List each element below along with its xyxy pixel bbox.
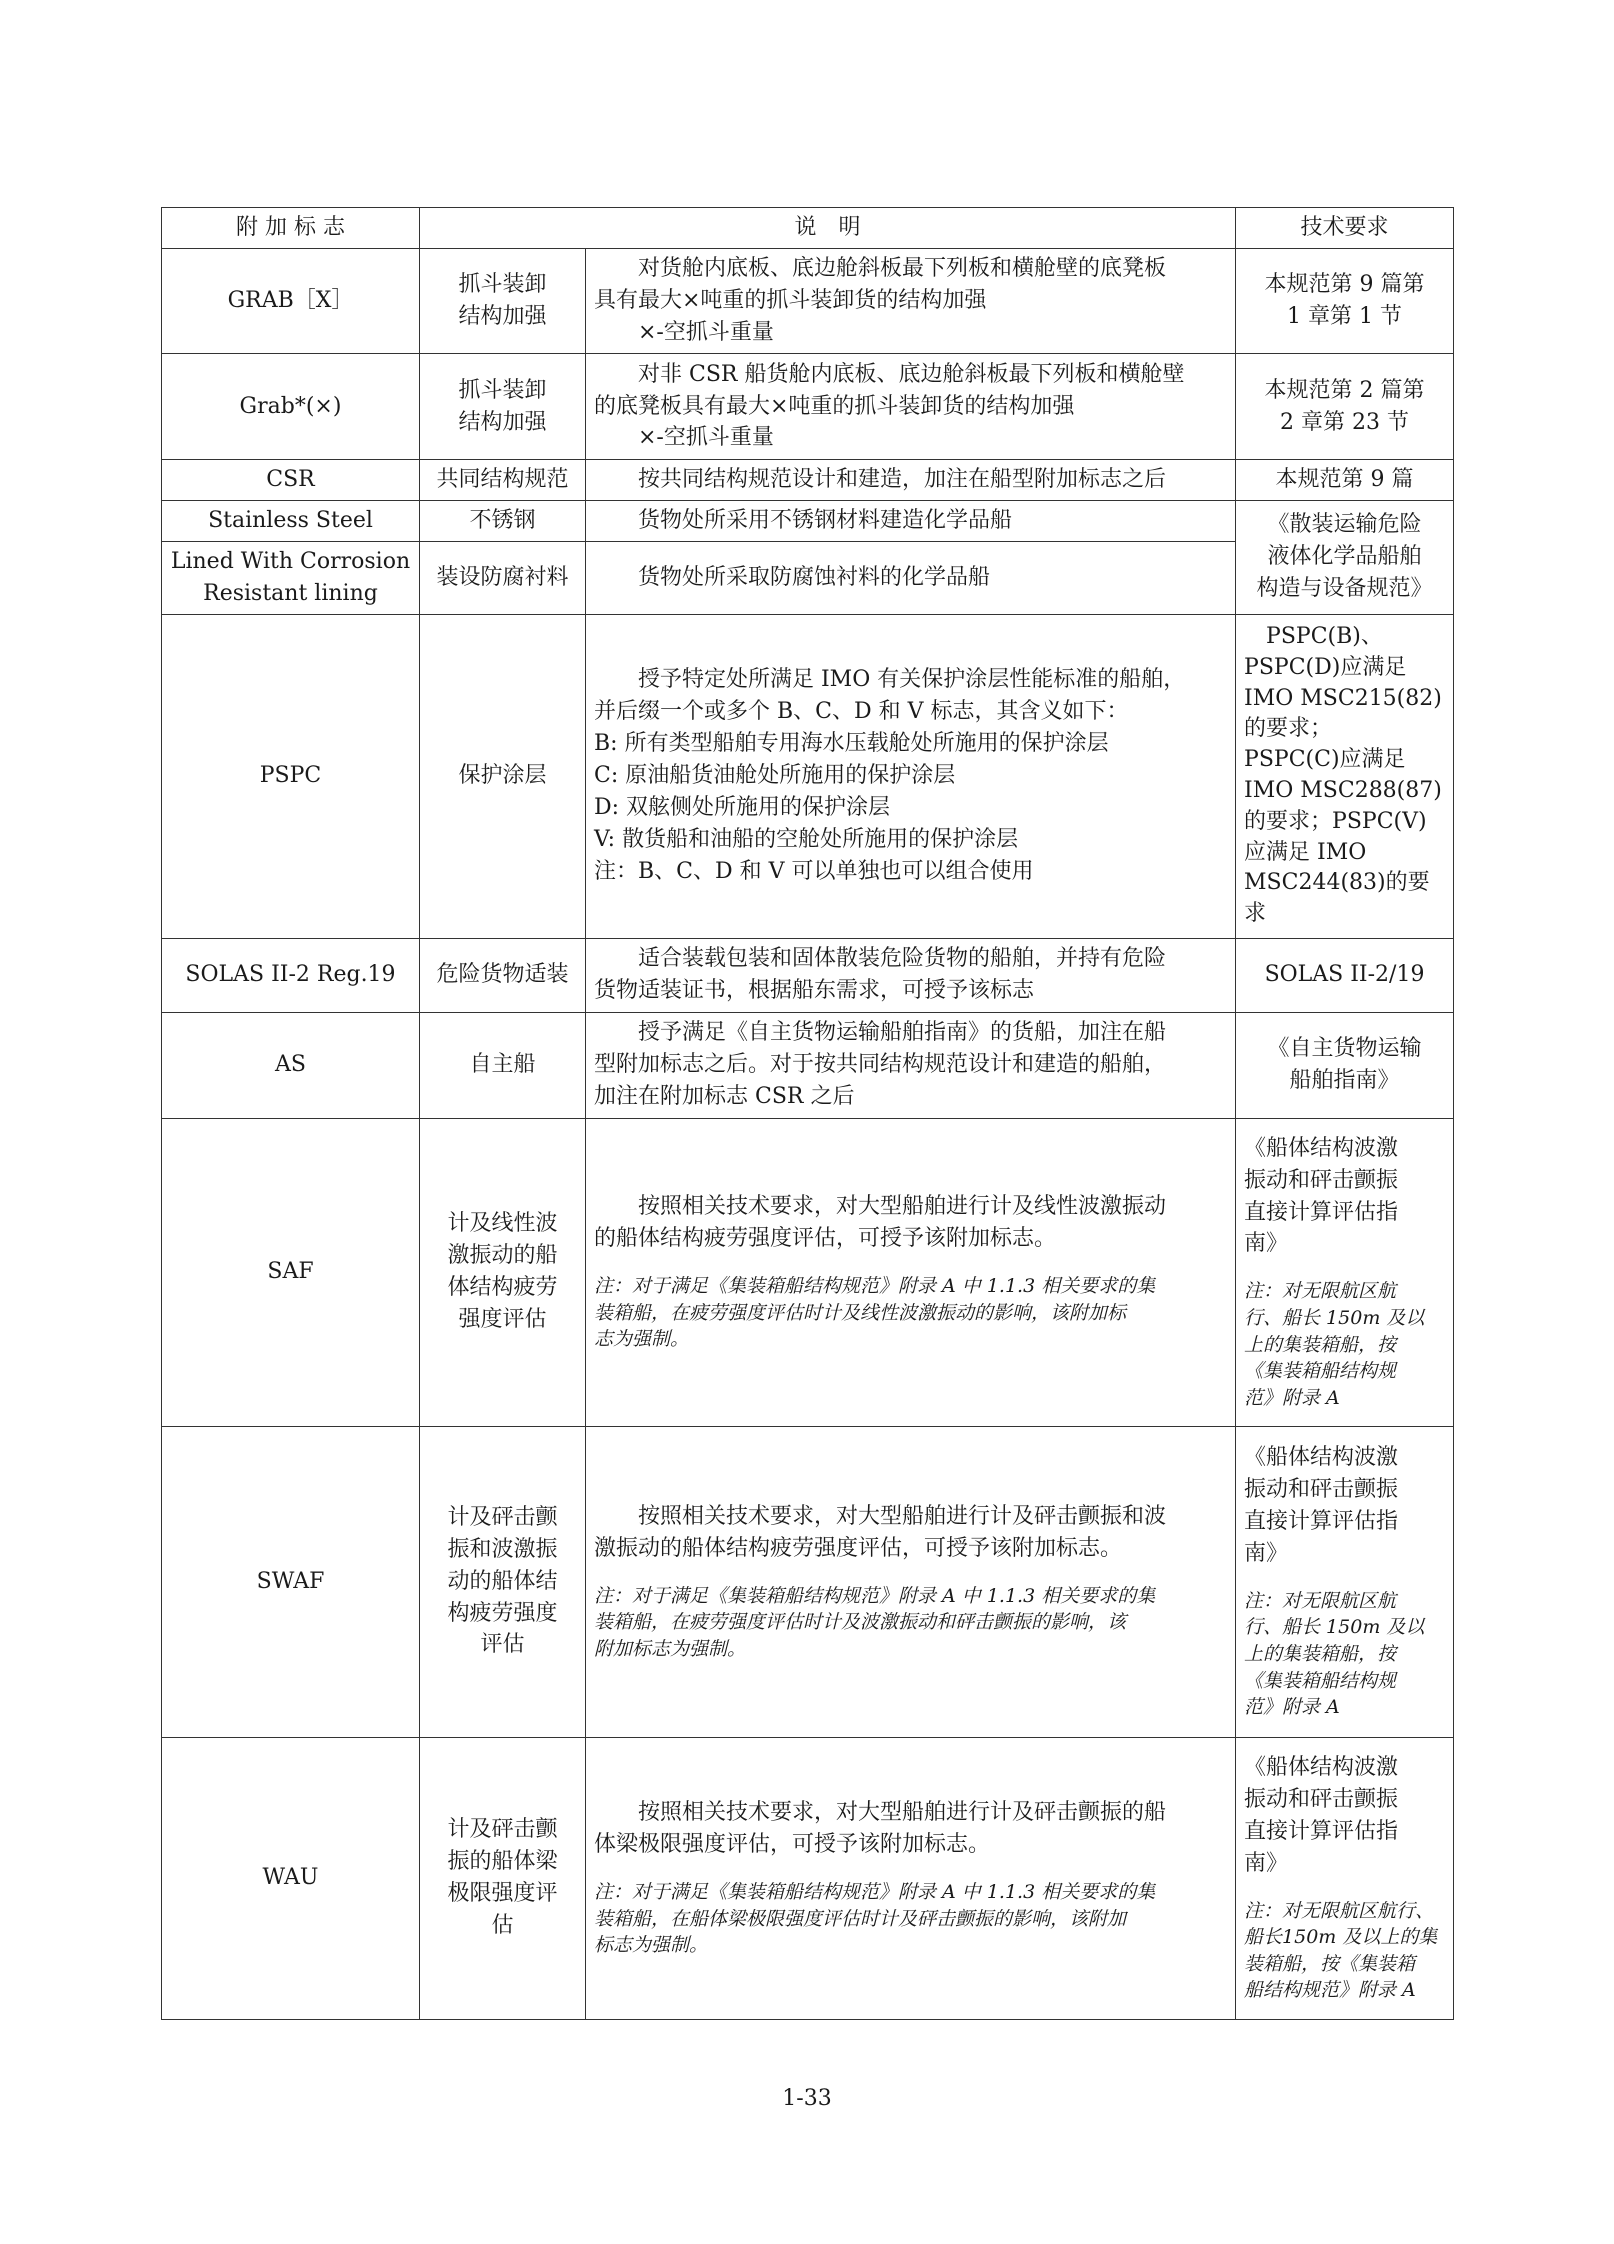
notation-name-line: 振和波激振: [447, 1536, 558, 1562]
requirement-note: [1244, 1898, 1445, 2004]
notation-mark: WAU: [162, 1737, 420, 2019]
note-line: 范》附录 A: [1244, 1696, 1340, 1719]
description-line: 注：B、C、D 和 V 可以单独也可以组合使用: [594, 858, 1034, 884]
description-line: C: 原油船货油舱处所施用的保护涂层: [594, 763, 956, 789]
notation-name: [420, 1118, 586, 1426]
header-notation: 附 加 标 志: [162, 208, 420, 249]
notation-mark: SOLAS II-2 Reg.19: [162, 938, 420, 1012]
notation-name-line: 动的船体结: [447, 1568, 558, 1594]
note-line: 上的集装箱船，按: [1244, 1333, 1397, 1356]
requirement-line: IMO MSC288(87): [1244, 778, 1442, 804]
notation-name: 保护涂层: [420, 614, 586, 938]
notation-mark: Stainless Steel: [162, 500, 420, 541]
notation-description: 货物处所采取防腐蚀衬料的化学品船: [586, 541, 1236, 614]
description-line: 并后缀一个或多个 B、C、D 和 V 标志，其含义如下：: [594, 699, 1129, 725]
technical-requirement: [1236, 354, 1454, 460]
technical-requirement: [1236, 1012, 1454, 1118]
notation-name-line: 计及砰击颤: [447, 1504, 558, 1530]
note-line: 范》附录 A: [1244, 1386, 1340, 1409]
requirement-line: 本规范第 9 篇第: [1264, 272, 1425, 298]
notation-mark-line: Resistant lining: [203, 580, 378, 606]
requirement-line: PSPC(C)应满足: [1244, 747, 1406, 773]
notation-name: 装设防腐衬料: [420, 541, 586, 614]
note-line: 注：对于满足《集装箱船结构规范》附录 A 中 1.1.3 相关要求的集: [594, 1584, 1156, 1607]
description-line: 货物适装证书，根据船东需求，可授予该标志: [594, 978, 1035, 1004]
technical-requirement: SOLAS II-2/19: [1236, 938, 1454, 1012]
description-line: 激振动的船体结构疲劳强度评估，可授予该附加标志。: [594, 1535, 1123, 1561]
requirement-line: 液体化学品船舶: [1267, 544, 1422, 570]
notation-name-line: 评估: [480, 1632, 525, 1658]
notation-name-line: 计及砰击颤: [447, 1817, 558, 1843]
description-line: D: 双舷侧处所施用的保护涂层: [594, 795, 891, 820]
notation-mark: SAF: [162, 1118, 420, 1426]
requirement-note: [1244, 1588, 1445, 1721]
description-line: 的底凳板具有最大×吨重的抓斗装卸货的结构加强: [594, 393, 1075, 419]
table-row: [162, 1012, 1454, 1118]
description-line: 授予特定处所满足 IMO 有关保护涂层性能标准的船舶，: [638, 667, 1186, 693]
description-note: [594, 1879, 1227, 1959]
notation-name: [420, 1426, 586, 1737]
note-line: 上的集装箱船，按: [1244, 1643, 1397, 1666]
notation-description: [586, 1426, 1236, 1737]
technical-requirement: [1236, 614, 1454, 938]
description-line: 体梁极限强度评估，可授予该附加标志。: [594, 1832, 991, 1858]
note-line: 附加标志为强制。: [594, 1637, 747, 1660]
notation-description: [586, 249, 1236, 354]
notation-table: [161, 207, 1454, 2020]
requirement-line: MSC244(83)的要: [1244, 870, 1430, 896]
notation-name-line: 结构加强: [458, 409, 547, 435]
notation-description: [586, 614, 1236, 938]
header-requirements: 技术要求: [1236, 208, 1454, 249]
note-line: 装箱船，在船体梁极限强度评估时计及砰击颤振的影响，该附加: [594, 1907, 1127, 1930]
notation-mark: GRAB［X］: [162, 249, 420, 354]
description-line: 型附加标志之后。对于按共同结构规范设计和建造的船舶，: [594, 1052, 1167, 1078]
requirement-line: 《船体结构波激: [1244, 1755, 1399, 1781]
note-line: 注：对无限航区航: [1244, 1589, 1397, 1612]
note-line: 《集装箱船结构规: [1244, 1360, 1397, 1383]
technical-requirement: 本规范第 9 篇: [1236, 460, 1454, 501]
requirement-line: 构造与设备规范》: [1256, 576, 1433, 602]
notation-name-line: 激振动的船: [447, 1243, 558, 1269]
notation-description: 货物处所采用不锈钢材料建造化学品船: [586, 500, 1236, 541]
page-number: 1-33: [782, 2086, 832, 2111]
notation-name-line: 抓斗装卸: [458, 272, 547, 298]
description-line: 按照相关技术要求，对大型船舶进行计及砰击颤振和波: [638, 1503, 1167, 1529]
description-line: ×-空抓斗重量: [638, 319, 774, 345]
requirement-line: 直接计算评估指: [1244, 1509, 1399, 1535]
requirement-line: 直接计算评估指: [1244, 1818, 1399, 1844]
description-line: 的船体结构疲劳强度评估，可授予该附加标志。: [594, 1226, 1057, 1252]
description-line: 适合装载包装和固体散装危险货物的船舶，并持有危险: [638, 946, 1167, 972]
notation-name-line: 构疲劳强度: [447, 1600, 558, 1626]
note-line: 船结构规范》附录 A: [1244, 1979, 1416, 2002]
notation-name-line: 抓斗装卸: [458, 377, 547, 403]
requirement-line: 船舶指南》: [1289, 1068, 1400, 1094]
requirement-line: 振动和砰击颤振: [1244, 1167, 1399, 1193]
technical-requirement: [1236, 249, 1454, 354]
note-line: 行、船长 150m 及以: [1244, 1306, 1425, 1329]
notation-name-line: 估: [491, 1912, 514, 1938]
notation-mark: AS: [162, 1012, 420, 1118]
requirement-line: 的要求；: [1244, 716, 1333, 742]
notation-name-line: 强度评估: [458, 1306, 547, 1332]
description-line: ×-空抓斗重量: [638, 425, 774, 451]
notation-mark: [162, 541, 420, 614]
description-note: [594, 1583, 1227, 1663]
description-line: 具有最大×吨重的抓斗装卸货的结构加强: [594, 288, 987, 314]
requirement-line: 本规范第 2 篇第: [1264, 377, 1425, 403]
description-line: 加注在附加标志 CSR 之后: [594, 1084, 855, 1109]
note-line: 装箱船，在疲劳强度评估时计及波激振动和砰击颤振的影响，该: [594, 1611, 1127, 1634]
technical-requirement: [1236, 1426, 1454, 1737]
requirement-line: 2 章第 23 节: [1280, 409, 1409, 435]
header-description: 说 明: [420, 208, 1236, 249]
notation-name: 不锈钢: [420, 500, 586, 541]
description-line: 按照相关技术要求，对大型船舶进行计及线性波激振动: [638, 1194, 1167, 1220]
description-line: 按照相关技术要求，对大型船舶进行计及砰击颤振的船: [638, 1800, 1167, 1826]
table-row: [162, 500, 1454, 541]
requirement-line: 的要求；PSPC(V): [1244, 808, 1427, 834]
table-row: [162, 354, 1454, 460]
description-line: 对非 CSR 船货舱内底板、底边舱斜板最下列板和横舱壁: [638, 361, 1185, 387]
requirement-line: PSPC(D)应满足: [1244, 654, 1407, 680]
technical-requirement: [1236, 1737, 1454, 2019]
note-line: 船长150m 及以上的集: [1244, 1926, 1438, 1949]
technical-requirement: [1236, 1118, 1454, 1426]
requirement-line: 南》: [1244, 1850, 1289, 1876]
note-line: 注：对于满足《集装箱船结构规范》附录 A 中 1.1.3 相关要求的集: [594, 1275, 1156, 1298]
notation-mark: CSR: [162, 460, 420, 501]
table-header-row: [162, 208, 1454, 249]
table-row: [162, 1426, 1454, 1737]
notation-description: 按共同结构规范设计和建造，加注在船型附加标志之后: [586, 460, 1236, 501]
note-line: 装箱船，按《集装箱: [1244, 1952, 1416, 1975]
notation-name: [420, 249, 586, 354]
requirement-line: 1 章第 1 节: [1287, 304, 1402, 329]
note-line: 《集装箱船结构规: [1244, 1669, 1397, 1692]
notation-description: [586, 1118, 1236, 1426]
requirement-line: 南》: [1244, 1231, 1289, 1257]
description-note: [594, 1273, 1227, 1353]
table-row: [162, 614, 1454, 938]
description-line: 对货舱内底板、底边舱斜板最下列板和横舱壁的底凳板: [638, 256, 1167, 282]
notation-name: [420, 354, 586, 460]
table-row: [162, 460, 1454, 501]
requirement-line: 《船体结构波激: [1244, 1135, 1399, 1161]
requirement-line: 振动和砰击颤振: [1244, 1786, 1399, 1812]
notation-mark-line: Lined With Corrosion: [170, 548, 411, 574]
note-line: 志为强制。: [594, 1328, 690, 1351]
note-line: 标志为强制。: [594, 1934, 709, 1957]
requirement-line: PSPC(B)、: [1266, 624, 1383, 650]
notation-name-line: 计及线性波: [447, 1211, 558, 1237]
requirement-line: 应满足 IMO: [1244, 839, 1367, 865]
notation-name-line: 极限强度评: [447, 1881, 558, 1907]
note-line: 注：对于满足《集装箱船结构规范》附录 A 中 1.1.3 相关要求的集: [594, 1881, 1156, 1904]
notation-name-line: 体结构疲劳: [447, 1275, 558, 1301]
requirement-line: 《散装运输危险: [1267, 512, 1422, 538]
requirement-line: 振动和砰击颤振: [1244, 1477, 1399, 1503]
notation-name: 自主船: [420, 1012, 586, 1118]
notation-name: 共同结构规范: [420, 460, 586, 501]
notation-mark: PSPC: [162, 614, 420, 938]
notation-name-line: 振的船体梁: [447, 1849, 558, 1875]
note-line: 注：对无限航区航: [1244, 1280, 1397, 1303]
table-row: [162, 938, 1454, 1012]
notation-description: [586, 1737, 1236, 2019]
note-line: 装箱船，在疲劳强度评估时计及线性波激振动的影响，该附加标: [594, 1301, 1127, 1324]
requirement-note: [1244, 1278, 1445, 1411]
notation-description: [586, 1012, 1236, 1118]
table-row: [162, 1737, 1454, 2019]
notation-mark: Grab*(×): [162, 354, 420, 460]
requirement-line: 直接计算评估指: [1244, 1199, 1399, 1225]
description-line: 授予满足《自主货物运输船舶指南》的货船，加注在船: [638, 1020, 1167, 1046]
notation-name: [420, 1737, 586, 2019]
requirement-line: 求: [1244, 901, 1267, 927]
requirement-line: 南》: [1244, 1540, 1289, 1566]
requirement-line: IMO MSC215(82): [1244, 685, 1442, 711]
description-line: B: 所有类型船舶专用海水压载舱处所施用的保护涂层: [594, 731, 1109, 757]
table-row: [162, 1118, 1454, 1426]
technical-requirement: [1236, 500, 1454, 614]
requirement-line: 《自主货物运输: [1267, 1036, 1422, 1062]
requirement-line: 《船体结构波激: [1244, 1445, 1399, 1471]
note-line: 行、船长 150m 及以: [1244, 1616, 1425, 1639]
description-line: V: 散货船和油船的空舱处所施用的保护涂层: [594, 826, 1019, 852]
note-line: 注：对无限航区航行、: [1244, 1899, 1435, 1922]
notation-mark: SWAF: [162, 1426, 420, 1737]
notation-description: [586, 354, 1236, 460]
notation-name-line: 结构加强: [458, 304, 547, 329]
table-row: [162, 249, 1454, 354]
notation-description: [586, 938, 1236, 1012]
notation-name: 危险货物适装: [420, 938, 586, 1012]
